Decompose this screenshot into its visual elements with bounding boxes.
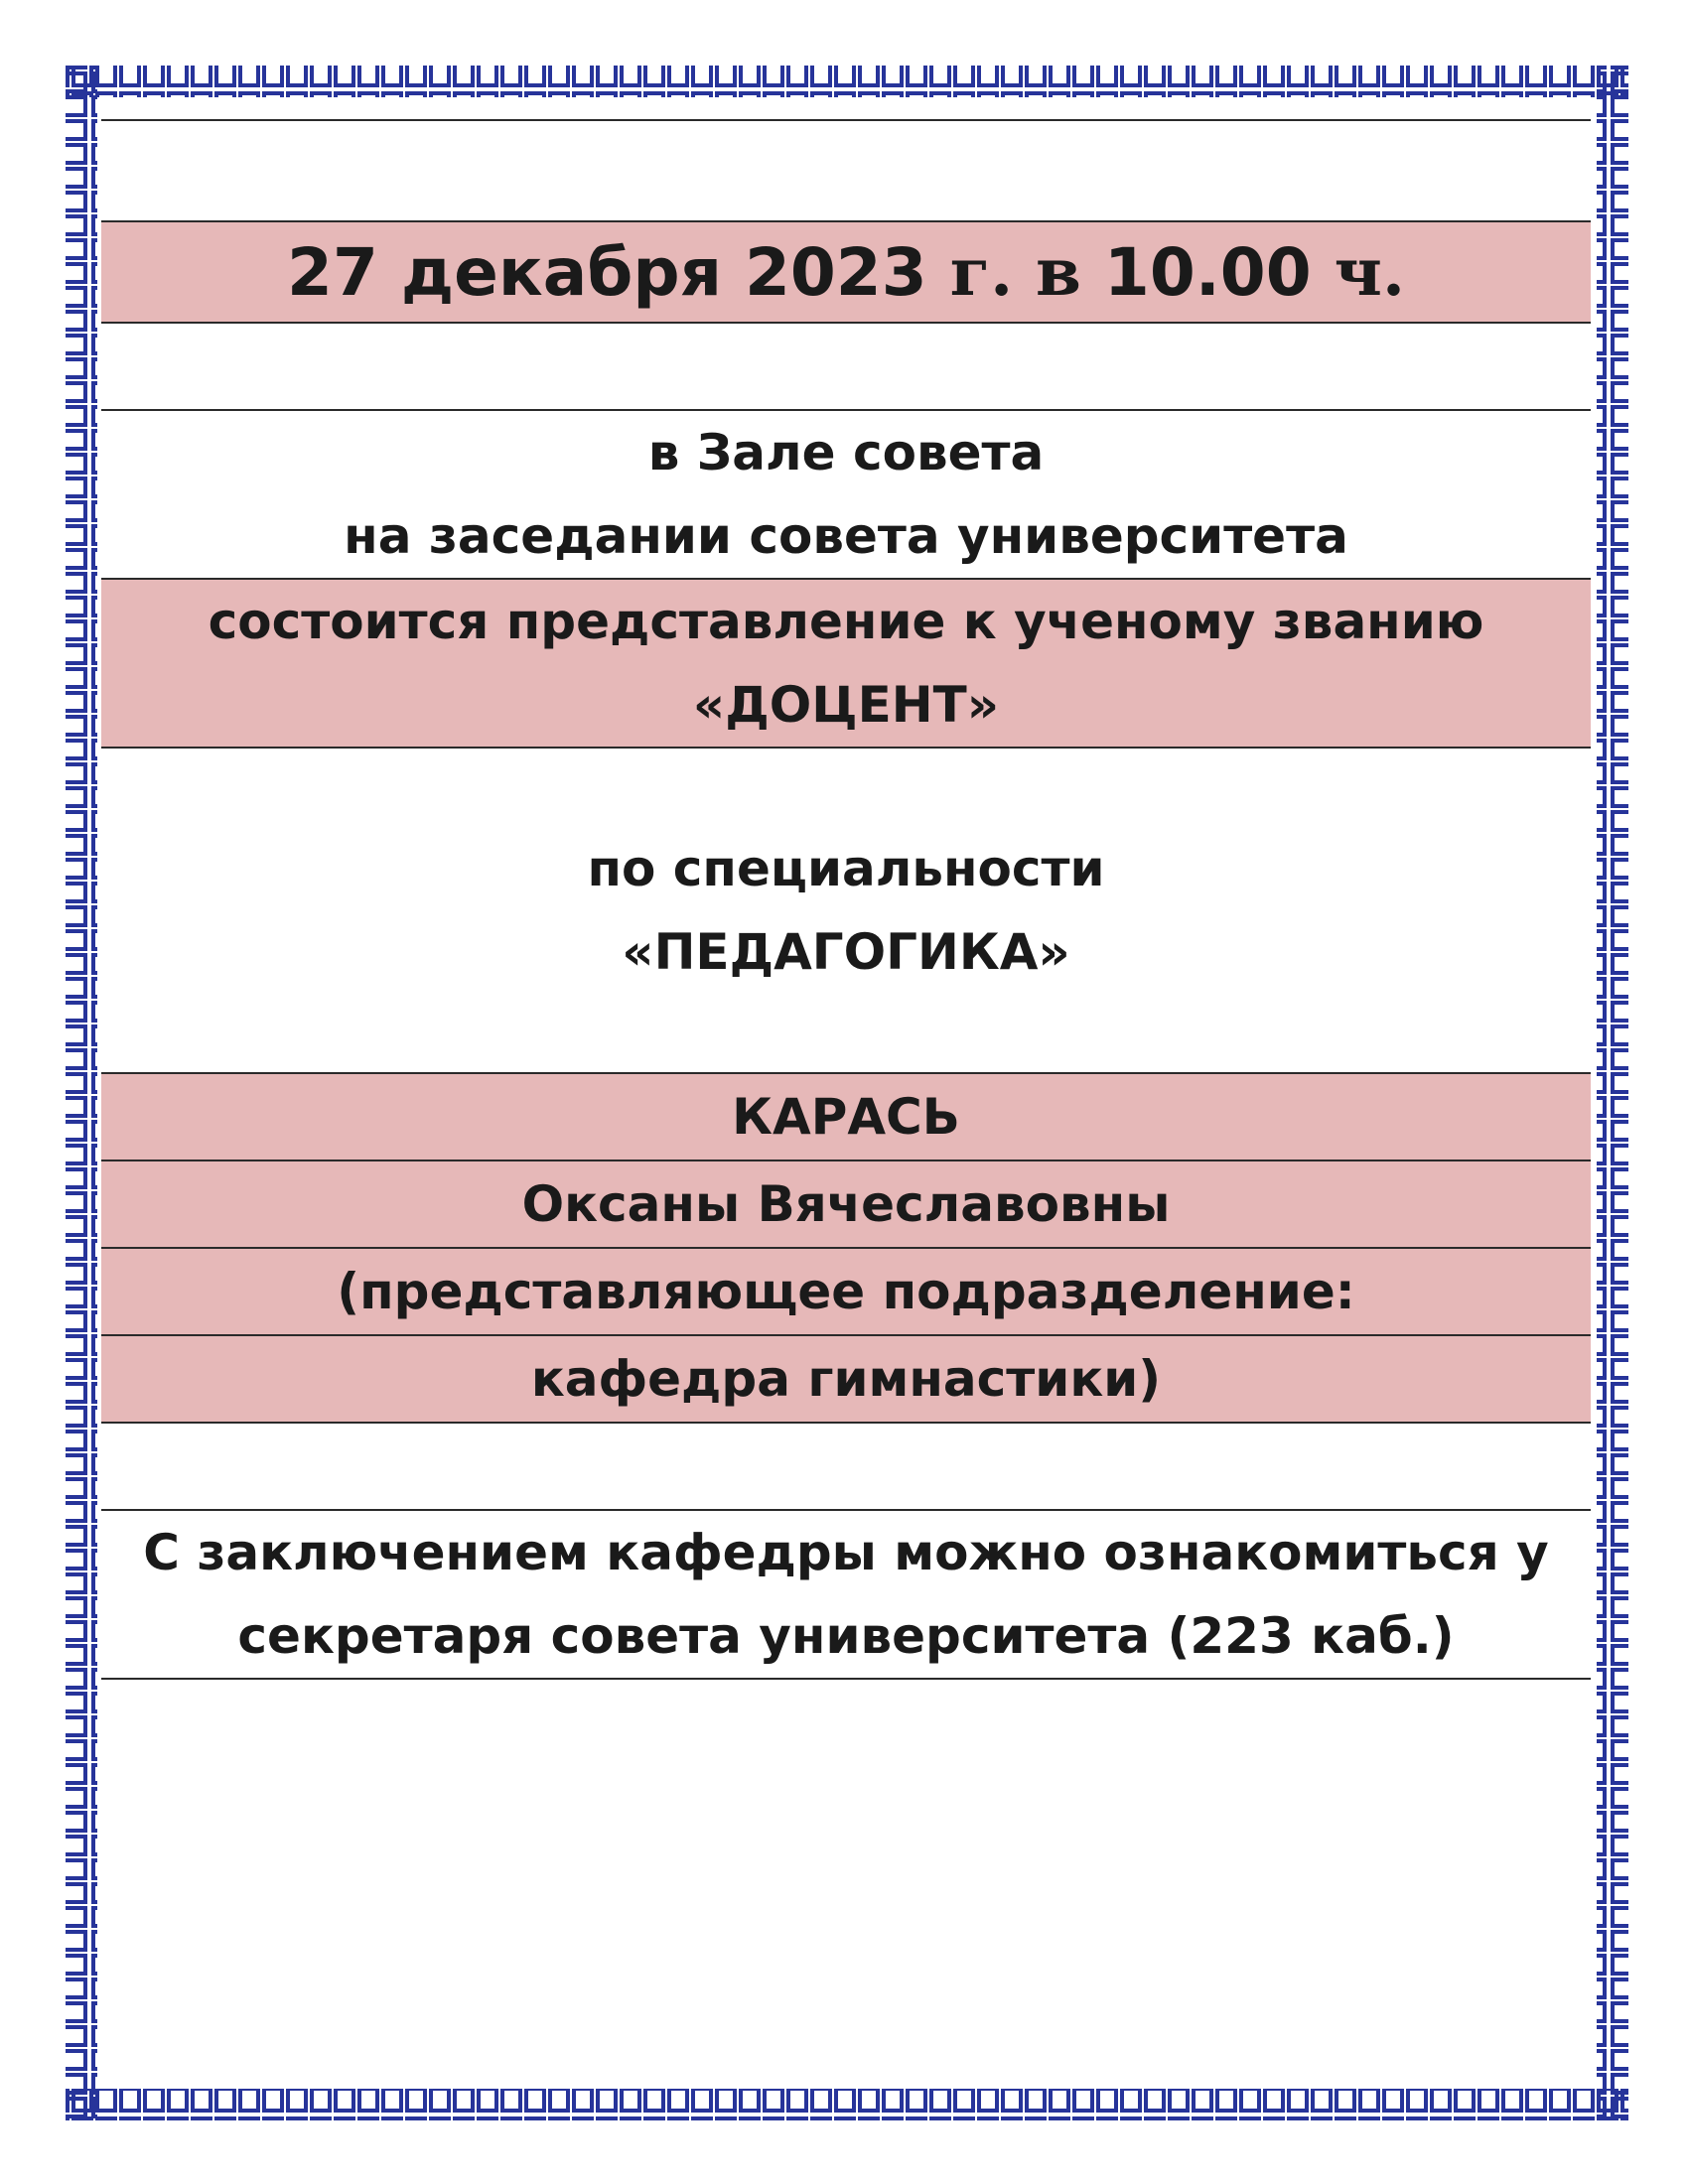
spacer-row [101,322,1591,409]
candidate-name-row [101,1160,1591,1247]
date-preposition: в [1036,232,1081,311]
candidate-surname: КАРАСЬ [732,1088,960,1146]
title-row [101,578,1591,747]
date-time-suffix: ч. [1334,232,1405,311]
date-year-suffix: г. [949,232,1014,311]
date-text [287,222,1405,323]
candidate-department-row [101,1247,1591,1334]
candidate-surname-row [101,1072,1591,1160]
candidate-department-row [101,1334,1591,1422]
candidate-department-value: кафедра гимнастики) [530,1350,1162,1408]
date-time: 10.00 [1103,233,1312,311]
date-day-month-year: 27 декабря 2023 [287,233,927,311]
specialty-line-label: по специальности [587,840,1105,897]
venue-line-hall: в Зале совета [647,424,1045,481]
footer-row [101,1509,1591,1680]
venue-row [101,409,1591,578]
footer-line-conclusion: С заключением кафедры можно ознакомиться у [143,1524,1549,1581]
footer-line-secretary: секретаря совета университета (223 каб.) [237,1607,1455,1665]
specialty-line-value: «ПЕДАГОГИКА» [622,923,1070,981]
candidate-given-names: Оксаны Вячеславовны [521,1175,1171,1233]
specialty-row [101,747,1591,1072]
venue-line-meeting: на заседании совета университета [344,507,1348,565]
spacer-row [101,119,1591,220]
date-row [101,220,1591,322]
title-line-intro: состоится представление к ученому званию [208,593,1484,650]
title-line-rank: «ДОЦЕНТ» [692,676,1000,734]
candidate-department-label: (представляющее подразделение: [337,1263,1355,1320]
spacer-row [101,1422,1591,1509]
